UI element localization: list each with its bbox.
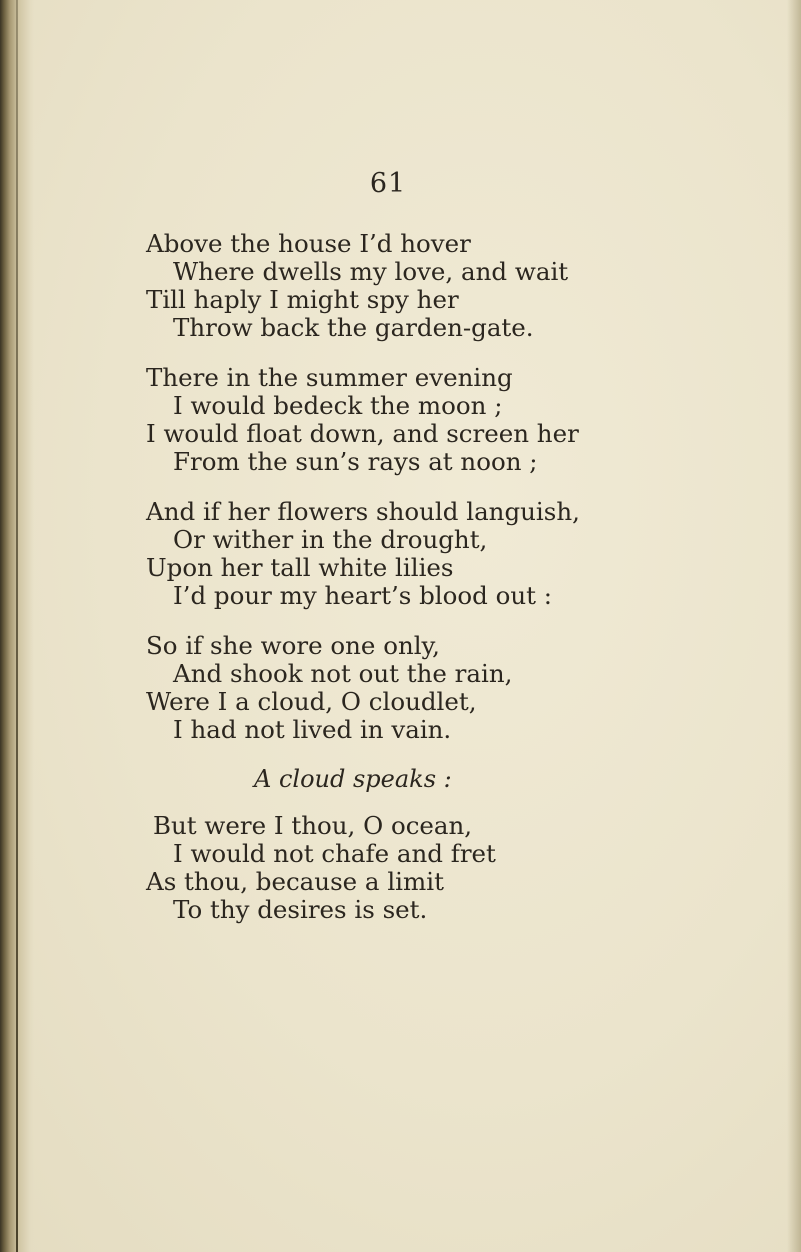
poem-line: Throw back the garden-gate.: [173, 313, 534, 342]
poem-line: Where dwells my love, and wait: [173, 257, 569, 286]
page-edge-shadow: [787, 0, 801, 1252]
poem-line: Upon her tall white lilies: [146, 553, 454, 582]
poem-line: Till haply I might spy her: [146, 285, 459, 314]
page-number: 61: [369, 168, 407, 199]
poem-line: There in the summer evening: [146, 363, 513, 392]
poem-line: Were I a cloud, O cloudlet,: [146, 687, 477, 716]
poem-line: I would bedeck the moon ;: [173, 391, 503, 420]
binding-shadow-line: [16, 0, 18, 1252]
poem-line: From the sun’s rays at noon ;: [173, 447, 538, 476]
poem-line: And if her flowers should languish,: [146, 497, 580, 526]
poem-line: I would not chafe and fret: [173, 839, 496, 868]
poem-line: So if she wore one only,: [146, 631, 440, 660]
poem-line: As thou, because a limit: [146, 867, 444, 896]
poem-line: And shook not out the rain,: [173, 659, 513, 688]
poem-line: Above the house I’d hover: [146, 229, 471, 258]
section-heading: A cloud speaks :: [254, 765, 452, 793]
poem-line: I’d pour my heart’s blood out :: [173, 581, 553, 610]
poem-line: To thy desires is set.: [173, 895, 428, 924]
poem-line: I would float down, and screen her: [146, 419, 579, 448]
poem-line: But were I thou, O ocean,: [153, 811, 473, 840]
poem-line: I had not lived in vain.: [173, 715, 452, 744]
poem-line: Or wither in the drought,: [173, 525, 488, 554]
